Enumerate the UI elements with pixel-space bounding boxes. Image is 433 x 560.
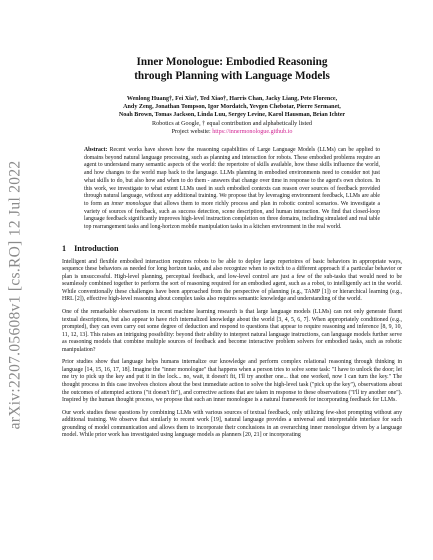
title-line-1: Inner Monologue: Embodied Reasoning xyxy=(136,56,328,68)
abstract-text-b: that allows them to more richly process and plan in robotic control scenarios. We investigate a variety of sources of feedback, such as success detection, scene description, and human interaction. We find that closed-loop language feedback significantly improves high-level instruction completion on three domains, including simulated and real table top rearrangement tasks and long-horizon mobile manipulation tasks in a kitchen environment in the real world. xyxy=(84,200,380,231)
paper-page xyxy=(62,0,402,440)
section-title: Introduction xyxy=(74,243,119,253)
arxiv-id-text: arXiv:2207.05608v1 [cs.RO] 12 Jul 2022 xyxy=(6,160,24,430)
authors-line-1: Wenlong Huang†, Fei Xia†, Ted Xiao†, Harris Chan, Jacky Liang, Pete Florence, xyxy=(126,96,338,102)
authors-line-3: Noah Brown, Tomas Jackson, Linda Luu, Sergey Levine, Karol Hausman, Brian Ichter xyxy=(118,112,346,119)
abstract-italic-term: inner monologue xyxy=(111,200,152,207)
authors-line-2: Andy Zeng, Jonathan Tompson, Igor Mordatch, Yevgen Chebotar, Pierre Sermanet, xyxy=(123,104,341,111)
arxiv-identifier xyxy=(2,150,28,440)
website-label: Project website: xyxy=(171,128,213,135)
section-heading-introduction xyxy=(62,244,402,254)
section-number: 1 xyxy=(62,243,67,253)
author-list xyxy=(62,95,402,120)
abstract xyxy=(84,147,380,232)
affiliation: Robotics at Google, † equal contribution and alphabetically listed xyxy=(152,120,312,127)
paper-title xyxy=(62,55,402,83)
paragraph-1: Intelligent and flexible embodied interaction requires robots to be able to deploy large repertoires of basic behaviors in appropriate ways, sequence these behaviors as needed for long horizon tasks, and also recognize when to switch to a different approach if a particular behavior or plan is unsuccessful. High-level planning, perceptual feedback, and low-level control are just a few of the sub-tasks that would need to be seamlessly combined together to perform the sort of reasoning required for an embodied agent, such as a robot, to intelligently act in the world. While conventionally these challenges have been approached from the perspective of planning (e.g., TAMP [1]) or hierarchical learning (e.g., HRL [2]), effective high-level reasoning about complex tasks also requires semantic knowledge and understanding of the world. xyxy=(62,258,402,303)
paragraph-2: One of the remarkable observations in recent machine learning research is that large language models (LLMs) can not only generate fluent textual descriptions, but also appear to have rich internalized knowledge about the world [3, 4, 5, 6, 7]. When appropriately conditioned (e.g., prompted), they can even carry out some degree of deduction and respond to questions that appear to require reasoning and inference [8, 9, 10, 11, 12, 13]. This raises an intriguing possibility: beyond their ability to interpret natural language instructions, can language models further serve as reasoning models that combine multiple sources of feedback and become interactive problem solvers for embodied tasks, such as robotic manipulation? xyxy=(62,309,402,353)
abstract-text-a: Recent works have shown how the reasoning capabilities of Large Language Models (LLMs) can be applied to domains beyond natural language processing, such as planning and interaction for robots. These embodied problems require an agent to understand many semantic aspects of the world: the repertoire of skills available, how these skills influence the world, and how changes to the world map back to the language. LLMs planning in embodied environments need to consider not just what skills to do, but also how and when to do them - answers that change over time in response to the agent's own choices. In this work, we investigate to what extent LLMs used in such embodied contexts can reason over sources of feedback provided through natural language, without any additional training. We propose that by leveraging environment feedback, LLMs are able to form an xyxy=(84,147,380,207)
abstract-label: Abstract: xyxy=(84,147,108,154)
website-link[interactable]: https://innermonologue.github.io xyxy=(212,128,293,135)
paragraph-3: Prior studies show that language helps humans internalize our knowledge and perform complex relational reasoning through thinking in language [14, 15, 16, 17, 18]. Imagine the "inner monologue" that happens when a person tries to solve some task: "I have to unlock the door; let me try to pick up the key and put it in the lock... no, wait, it doesn't fit, I'll try another one... that one worked, now I can turn the key." The thought process in this case involves choices about the best immediate action to solve the high-level task ("pick up the key"), observations about the outcomes of attempted actions ("it doesn't fit"), and corrective actions that are taken in response to these observations ("I'll try another one"). Inspired by the human thought process, we propose that such an inner monologue is a natural framework for incorporating feedback for LLMs. xyxy=(62,359,402,404)
title-line-2: through Planning with Language Models xyxy=(134,70,330,82)
paragraph-4: Our work studies these questions by combining LLMs with various sources of textual feedback, only utilizing few-shot prompting without any additional training. We observe that similarly to recent work [19], natural language provides a universal and interpretable interface for such grounding of model communication and allows them to incorporate their conclusions in an overarching inner monologue driven by a language model. While prior work has investigated using language models as planners [20, 21] or incorporating xyxy=(62,409,402,439)
project-website xyxy=(62,128,402,136)
